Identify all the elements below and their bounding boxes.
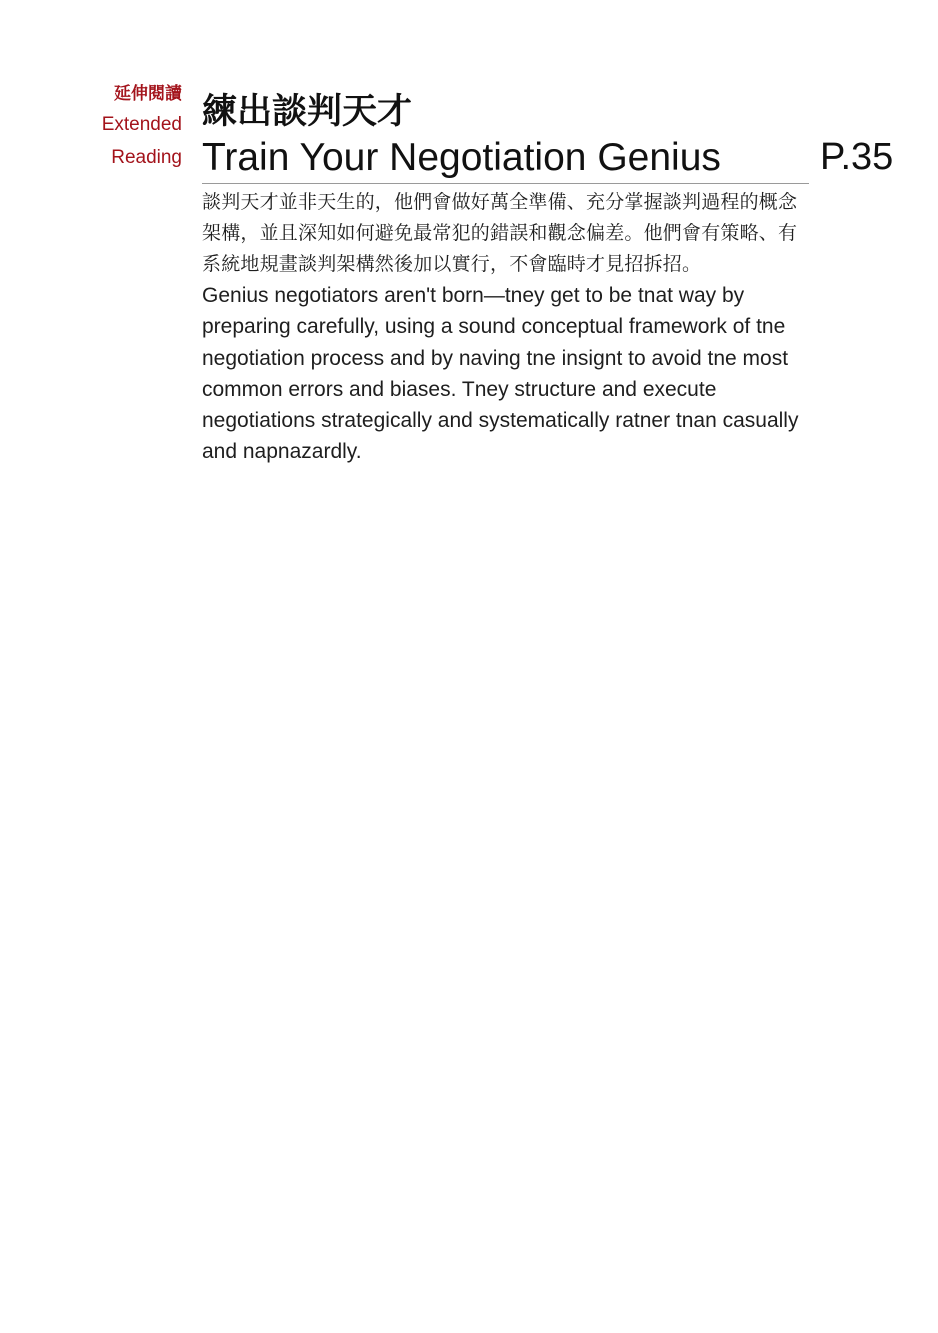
article-title-zh: 練出談判天才 bbox=[202, 92, 413, 132]
extended-reading-label-zh: 延伸閱讀 bbox=[114, 84, 182, 104]
extended-reading-label bbox=[60, 80, 182, 174]
page-number: P.35 bbox=[820, 136, 894, 178]
article-title-en: Train Your Negotiation Genius bbox=[202, 136, 721, 179]
article-body-en: Genius negotiators aren't born—tney get to be tnat way by preparing carefully, using a sound conceptual framework of tne negotiation process and by naving tne insignt to avoid tne most common errors and biases. Tney structure and execute negotiations strategically and systematically ratner tnan casually and napnazardly. bbox=[202, 284, 799, 464]
article-body bbox=[202, 187, 814, 468]
extended-reading-label-en-line1: Extended bbox=[101, 114, 182, 135]
extended-reading-label-en-line2: Reading bbox=[111, 147, 182, 168]
article-title bbox=[202, 88, 810, 182]
title-divider bbox=[202, 183, 809, 184]
article-body-zh: 談判天才並非天生的，他們會做好萬全準備、充分掌握談判過程的概念架構，並且深知如何避免最常犯的錯誤和觀念偏差。他們會有策略、有系統地規畫談判架構然後加以實行，不會臨時才見招拆招。 bbox=[202, 191, 798, 275]
